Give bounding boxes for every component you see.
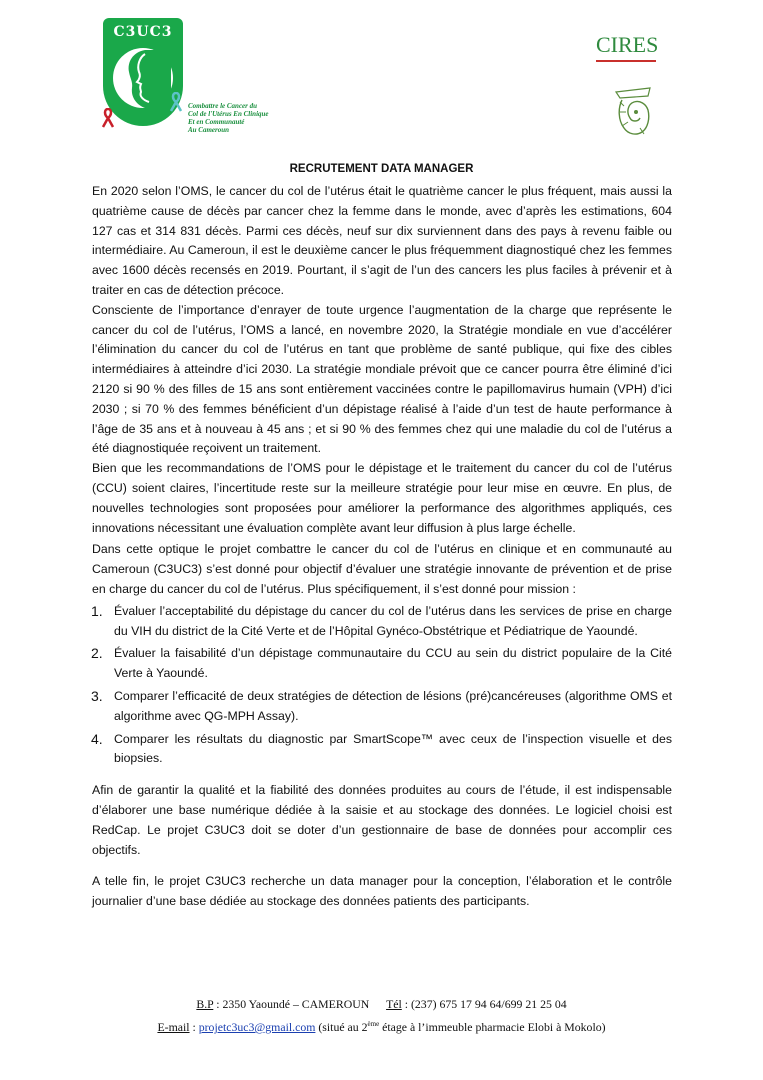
cires-logo bbox=[596, 32, 660, 62]
page-title: RECRUTEMENT DATA MANAGER bbox=[289, 163, 474, 175]
c3uc3-tagline bbox=[188, 102, 288, 134]
footer-tel-value: : (237) 675 17 94 64/699 21 25 04 bbox=[404, 997, 567, 1011]
footer-address-sup: ème bbox=[367, 1020, 380, 1028]
paragraph-recommendations: Bien que les recommandations de l’OMS pour le dépistage et le traitement du cancer du col de l’utérus (CCU) soient claires, l’incertitude reste sur la meilleure stratégie pour leur mise en œuvre. En plus, de nouvelles technologies sont proposées pour améliorer la performance des algorithmes appliqués, ces innovations nécessitant une évaluation complète avant leur diffusion à plus large échelle. bbox=[92, 461, 672, 535]
teal-ribbon-icon bbox=[169, 92, 183, 112]
mission-item bbox=[91, 687, 672, 727]
c3uc3-logo bbox=[103, 18, 183, 138]
mission-list bbox=[92, 602, 672, 769]
footer-tel-label: Tél bbox=[386, 997, 402, 1011]
red-ribbon-icon bbox=[101, 108, 115, 128]
mission-number: 4. bbox=[91, 730, 103, 747]
paragraph-oms-strategy: Consciente de l’importance d’enrayer de toute urgence l’augmentation de la charge que représente le cancer du col de l’utérus, l’OMS a lancé, en novembre 2020, la Stratégie mondiale en vue d’accélérer l’élimination du cancer du col de l’utérus en tant que problème de santé publique, qui fixe des cibles intermédiaires à atteindre d’ici 2030. La stratégie mondiale prévoit que ce cancer pourra être éliminé d’ici 2120 si 90 % des filles de 15 ans sont entièrement vaccinées contre le papillomavirus humain (VPH) d’ici 2030 ; si 70 % des femmes bénéficient d’un dépistage réalisé à l’aide d’un test de haute performance à l’âge de 35 ans et à nouveau à 45 ans ; et si 90 % des femmes chez qui une maladie du col de l’utérus a été diagnostiquée reçoivent un traitement. bbox=[92, 302, 672, 456]
mission-text: Évaluer la faisabilité d’un dépistage communautaire du CCU au sein du district populaire de la Cité Verte à Yaoundé. bbox=[114, 646, 672, 681]
mission-number: 2. bbox=[91, 645, 103, 662]
footer-email-label: E-mail bbox=[157, 1019, 190, 1034]
page-footer bbox=[0, 994, 763, 1037]
cires-logo-name: CIRES bbox=[596, 32, 659, 57]
paragraph-context: En 2020 selon l’OMS, le cancer du col de l’utérus était le quatrième cancer le plus fréquent, mais aussi la quatrième cause de décès par cancer chez la femme dans le monde, avec d’après les estimations, 604 127 cas et 314 831 décès. Parmi ces décès, neuf sur dix surviennent dans des pays à revenu faible ou intermédiaire. Au Cameroun, il est le deuxième cancer le plus fréquemment diagnostiqué chez les femmes avec 1600 décès recensés en 2019. Pourtant, il s’agit de l’un des cancers les plus faciles à prévenir et à traiter en cas de détection précoce. bbox=[92, 184, 672, 297]
mission-text: Comparer l’efficacité de deux stratégies de détection de lésions (pré)cancéreuses (algorithme OMS et algorithme avec QG-MPH Assay). bbox=[114, 688, 672, 723]
mission-number: 1. bbox=[91, 602, 103, 619]
footer-email-sep: : bbox=[192, 1019, 196, 1034]
mission-text: Évaluer l’acceptabilité du dépistage du cancer du col de l’utérus dans les services de prise en charge du VIH du district de la Cité Verte et de l’Hôpital Gynéco-Obstétrique et Pédiatrique de Yaoundé. bbox=[114, 603, 672, 638]
c3uc3-tagline-line-1: Combattre le Cancer du bbox=[188, 102, 258, 110]
footer-bp-value: : 2350 Yaoundé – CAMEROUN bbox=[216, 997, 370, 1011]
cires-logo-bar bbox=[596, 60, 656, 62]
mission-item bbox=[91, 730, 672, 770]
footer-contact-line bbox=[0, 994, 763, 1014]
document-body bbox=[92, 182, 672, 912]
aluf-emblem-icon bbox=[610, 82, 656, 140]
paragraph-project-objective: Dans cette optique le projet combattre le cancer du col de l’utérus en clinique et en communauté au Cameroun (C3UC3) s’est donné pour objectif d’évaluer une stratégie innovante de prévention et de prise en charge du cancer du col de l’utérus. Plus spécifiquement, il s’est donné pour mission : bbox=[92, 542, 672, 596]
footer-email-line bbox=[0, 1014, 763, 1037]
mission-number: 3. bbox=[91, 687, 103, 704]
c3uc3-logo-name: C3UC3 bbox=[113, 24, 173, 40]
footer-address-post: étage à l’immeuble pharmacie Elobi à Mokolo) bbox=[382, 1019, 606, 1034]
mission-text: Comparer les résultats du diagnostic par SmartScope™ avec ceux de l’inspection visuelle et des biopsies. bbox=[114, 731, 672, 766]
mission-item bbox=[91, 644, 672, 684]
woman-profile-icon bbox=[115, 46, 171, 110]
footer-bp-label: B.P bbox=[196, 997, 214, 1011]
paragraph-data-quality: Afin de garantir la qualité et la fiabilité des données produites au cours de l’étude, il est indispensable d’élaborer une base numérique dédiée à la saisie et au stockage des données. Le logiciel choisi est RedCap. Le projet C3UC3 doit se doter d’un gestionnaire de base de données pour accomplir ces objectifs. bbox=[92, 783, 672, 857]
mission-item bbox=[91, 602, 672, 642]
paragraph-recruitment: A telle fin, le projet C3UC3 recherche un data manager pour la conception, l’élaboration et le contrôle journalier d’une base dédiée au stockage des données patients des participants. bbox=[92, 874, 672, 909]
footer-email-link[interactable]: projetc3uc3@gmail.com bbox=[198, 1019, 316, 1034]
c3uc3-tagline-line-2: Col de l'Utérus En Clinique bbox=[188, 110, 269, 118]
footer-address-pre: (situé au 2 bbox=[318, 1019, 368, 1034]
c3uc3-tagline-line-3: Et en Communauté bbox=[188, 118, 245, 126]
c3uc3-tagline-line-4: Au Cameroun bbox=[188, 126, 230, 134]
